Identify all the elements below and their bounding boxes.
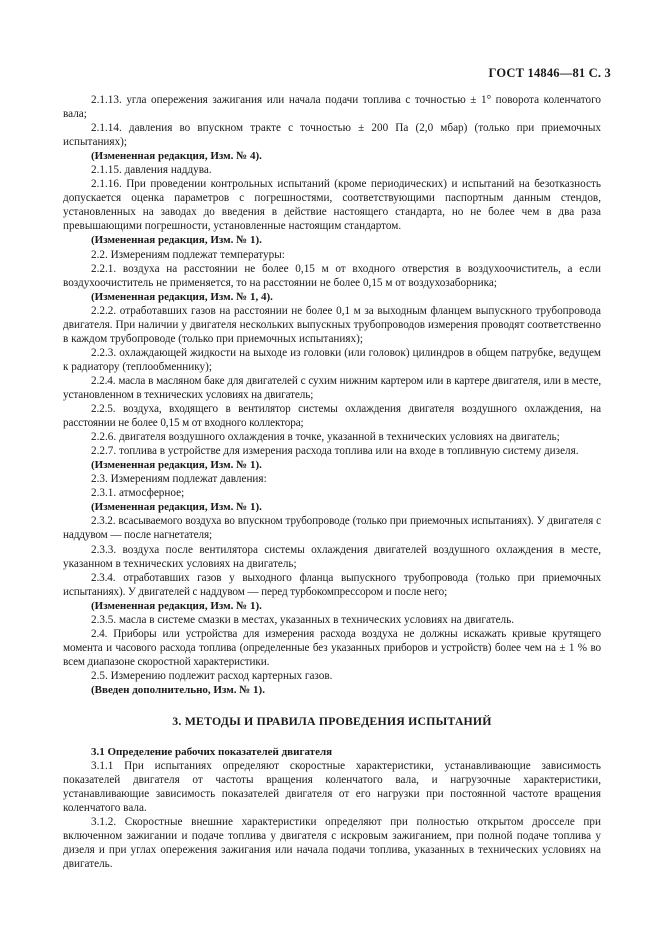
- paragraph: 2.2.5. воздуха, входящего в вентилятор системы охлаждения двигателя воздушного охлаждения, на расстоянии не более 0,15 м от входного коллектора;: [63, 403, 601, 430]
- paragraph: 2.1.16. При проведении контрольных испытаний (кроме периодических) и испытаний на безотказность допускается оценка параметров с погрешностями, соответствующими паспортным данным стендов, установленных на заводах до введения в действие настоящего стандарта, но не более чем в два раза превышающими погрешности, установленные настоящим стандартом.: [63, 178, 601, 233]
- amendment-note: (Введен дополнительно, Изм. № 1).: [91, 683, 265, 696]
- paragraph: 2.3.1. атмосферное;: [91, 487, 185, 500]
- paragraph: 2.3.2. всасываемого воздуха во впускном трубопроводе (только при приемочных испытаниях). У двигателя с наддувом — после нагнетателя;: [63, 515, 601, 542]
- paragraph: 2.3.3. воздуха после вентилятора системы охлаждения двигателей воздушного охлаждения в месте, указанном в технических условиях на двигатель;: [63, 543, 601, 570]
- amendment-note: (Измененная редакция, Изм. № 1).: [91, 599, 262, 612]
- paragraph: 2.1.14. давления во впускном тракте с точностью ± 200 Па (2,0 мбар) (только при приемочных испытаниях);: [63, 122, 601, 149]
- paragraph: 3.1.2. Скоростные внешние характеристики определяют при полностью открытом дросселе при включенном зажигании и подаче топлива у двигателя с искровым зажиганием, при полной подаче топлива у дизеля и при углах опережения зажигания или начала подачи топлива, указанных в технических условиях на двигатель.: [63, 816, 601, 871]
- paragraph: 2.2.7. топлива в устройстве для измерения расхода топлива или на входе в топливную систему дизеля.: [91, 445, 579, 458]
- paragraph: 2.2.2. отработавших газов на расстоянии не более 0,1 м за выходным фланцем выпускного трубопровода двигателя. При наличии у двигателя нескольких выпускных трубопроводов измерения проводят соответственно в каждом трубопроводе (только при приемочных испытаниях);: [63, 304, 601, 345]
- paragraph: 2.2.1. воздуха на расстоянии не более 0,15 м от входного отверстия в воздухоочиститель, а если воздухоочиститель не применяется, то на расстоянии не более 0,15 м от воздухозаборника;: [63, 262, 601, 289]
- paragraph: 2.3.4. отработавших газов у выходного фланца выпускного трубопровода (только при приемочных испытаниях). У двигателей с наддувом — перед турбокомпрессором и после него;: [63, 571, 601, 598]
- amendment-note: (Измененная редакция, Изм. № 1).: [91, 234, 262, 247]
- subsection-title: 3.1 Определение рабочих показателей двигателя: [91, 746, 333, 759]
- paragraph: 2.2.4. масла в масляном баке для двигателей с сухим нижним картером или в картере двигателя, или в месте, установленном в технических условиях на двигатель;: [63, 374, 601, 401]
- paragraph: 2.2.6. двигателя воздушного охлаждения в точке, указанной в технических условиях на двигатель;: [91, 431, 560, 444]
- section-title: 3. МЕТОДЫ И ПРАВИЛА ПРОВЕДЕНИЯ ИСПЫТАНИЙ: [172, 714, 492, 729]
- amendment-note: (Измененная редакция, Изм. № 1, 4).: [91, 290, 273, 303]
- paragraph: 2.3. Измерениям подлежат давления:: [91, 473, 267, 486]
- paragraph: 2.1.15. давления наддува.: [91, 164, 212, 177]
- paragraph: 2.2.3. охлаждающей жидкости на выходе из головки (или головок) цилиндров в общем патрубке, ведущем к радиатору (теплообменнику);: [63, 346, 601, 373]
- page-header: ГОСТ 14846—81 С. 3: [488, 66, 611, 80]
- amendment-note: (Измененная редакция, Изм. № 4).: [91, 150, 262, 163]
- paragraph: 2.3.5. масла в системе смазки в местах, указанных в технических условиях на двигатель.: [91, 613, 515, 626]
- paragraph: 2.5. Измерению подлежит расход картерных газов.: [91, 669, 333, 682]
- document-body: [63, 93, 601, 871]
- amendment-note: (Измененная редакция, Изм. № 1).: [91, 501, 262, 514]
- paragraph: 2.2. Измерениям подлежат температуры:: [91, 248, 285, 261]
- amendment-note: (Измененная редакция, Изм. № 1).: [91, 459, 262, 472]
- paragraph: 3.1.1 При испытаниях определяют скоростные характеристики, устанавливающие зависимость показателей двигателя от частоты вращения коленчатого вала, и нагрузочные характеристики, устанавливающие зависимость показателей двигателя от его нагрузки при постоянной частоте вращения коленчатого вала.: [63, 760, 601, 815]
- paragraph: 2.4. Приборы или устройства для измерения расхода воздуха не должны искажать кривые крутящего момента и часового расхода топлива (определенные без указанных приборов и устройств) более чем на ± 1 % во всем диапазоне скоростной характеристики.: [63, 627, 601, 668]
- paragraph: 2.1.13. угла опережения зажигания или начала подачи топлива с точностью ± 1° поворота коленчатого вала;: [63, 94, 601, 121]
